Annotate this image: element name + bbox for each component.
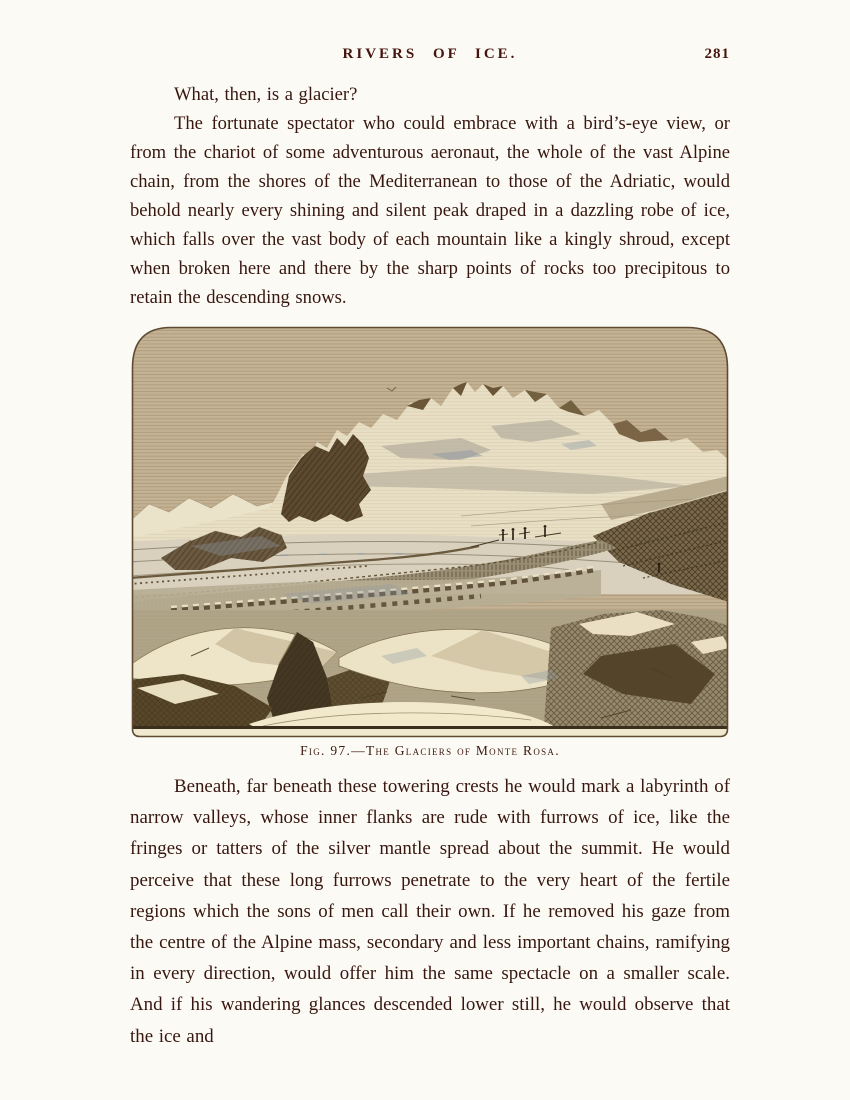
paragraph-spectator: The fortunate spectator who could embrace with a bird’s-eye view, or from the chariot of some adventurous aeronaut, the whole of the vast Alpine chain, from the shores of the Mediterranean to those of the Adriatic, would behold nearly every shining and silent peak draped in a dazzling robe of ice, which falls over the vast body of each mountain like a kingly shroud, except when broken here and there by the sharp points of rocks too precipitous to retain the descending snows. [130, 113, 730, 308]
figure-caption: Fig. 97.—The Glaciers of Monte Rosa. [300, 743, 560, 758]
paragraph-beneath: Beneath, far beneath these towering crests he would mark a labyrinth of narrow valleys, whose inner flanks are rude with furrows of ice, like the fringes or tatters of the silver mantle spread about the summit. He would perceive that these long furrows penetrate to the very heart of the fertile regions which the sons of men call their own. If he removed his gaze from the centre of the Alpine mass, secondary and less important chains, ramifying in every direction, would offer him the same spectacle on a smaller scale. And if his wandering glances descended lower still, he would observe that the ice and [130, 776, 730, 1047]
running-title: RIVERS OF ICE. [342, 46, 518, 62]
running-head [130, 46, 730, 63]
page-number: 281 [704, 46, 730, 62]
figure-monte-rosa [130, 326, 730, 759]
glacier-engraving-illustration [131, 326, 729, 738]
page-content [130, 80, 730, 1052]
engraving-foreground-seracs [131, 610, 729, 738]
paragraph-question: What, then, is a glacier? [174, 84, 358, 105]
